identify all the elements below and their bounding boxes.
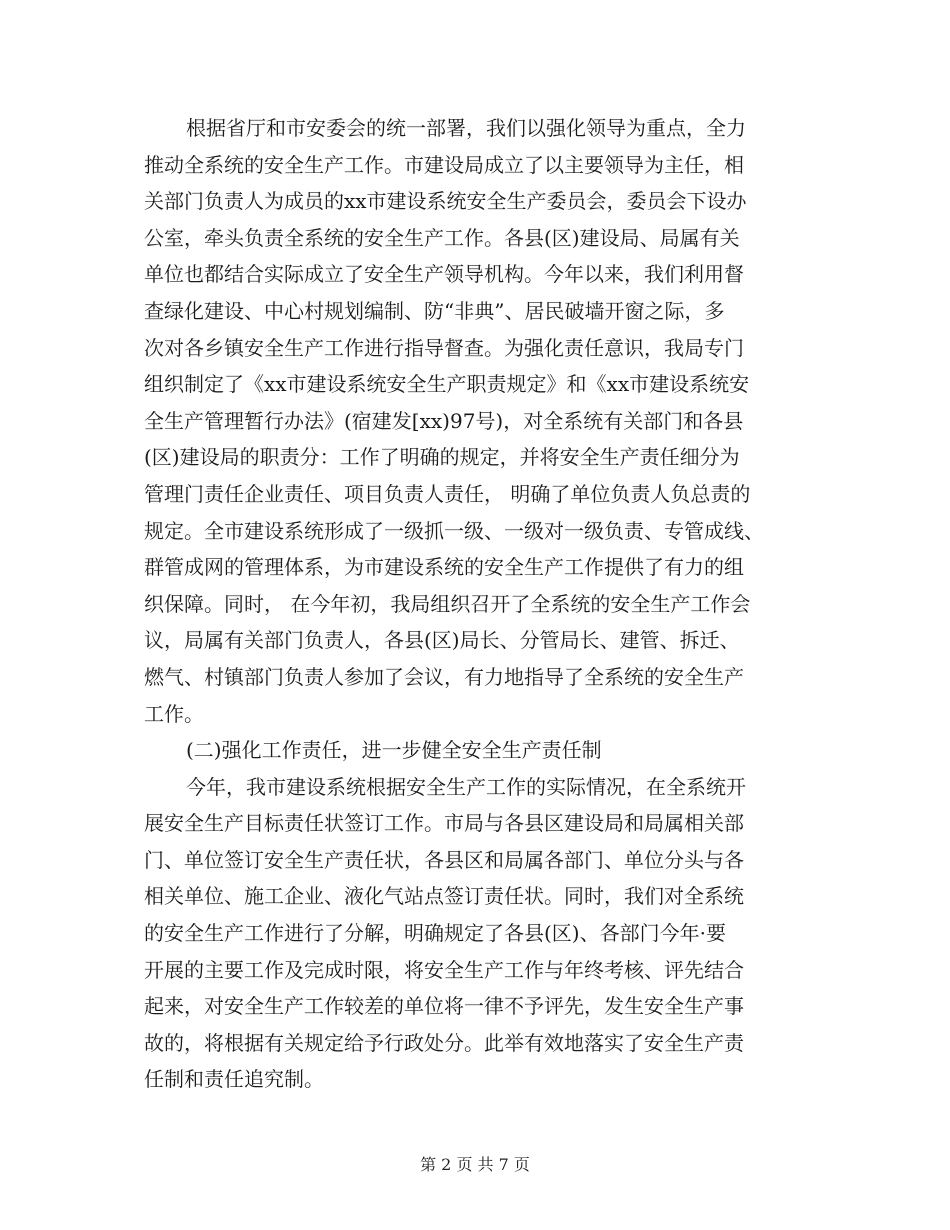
- text-line: 今年，我市建设系统根据安全生产工作的实际情况，在全系统开: [186, 774, 746, 799]
- text-line: 次对各乡镇安全生产工作进行指导督查。为强化责任意识，我局专门: [144, 335, 744, 360]
- text-line: 的安全生产工作进行了分解，明确规定了各县(区)、各部门今年·要: [144, 921, 726, 946]
- page-number: 第 2 页 共 7 页: [420, 1155, 530, 1174]
- text-line: 全生产管理暂行办法》(宿建发[xx)97号)，对全系统有关部门和各县: [144, 408, 744, 433]
- text-line: 查绿化建设、中心村规划编制、防“非典”、居民破墙开窗之际，多: [144, 298, 725, 323]
- text-line: 根据省厅和市安委会的统一部署，我们以强化领导为重点，全力: [186, 116, 746, 140]
- text-line: (区)建设局的职责分：工作了明确的规定，并将安全生产责任细分为: [144, 445, 740, 470]
- document-body: [144, 110, 806, 1098]
- text-line: 织保障。同时， 在今年初，我局组织召开了全系统的安全生产工作会: [144, 591, 751, 616]
- text-line: 任制和责任追究制。: [144, 1067, 324, 1092]
- text-line: 组织制定了《xx市建设系统安全生产职责规定》和《xx市建设系统安: [144, 372, 750, 397]
- paragraph: [144, 110, 806, 732]
- text-line: 开展的主要工作及完成时限，将安全生产工作与年终考核、评先结合: [144, 957, 744, 982]
- text-line: 群管成网的管理体系，为市建设系统的安全生产工作提供了有力的组: [144, 555, 744, 580]
- text-line: 起来，对安全生产工作较差的单位将一律不予评先，发生安全生产事: [144, 994, 744, 1019]
- text-line: 相关单位、施工企业、液化气站点签订责任状。同时，我们对全系统: [144, 884, 744, 909]
- heading-line: (二)强化工作责任，进一步健全安全生产责任制: [186, 738, 602, 763]
- text-line: 规定。全市建设系统形成了一级抓一级、一级对一级负责、专管成线、: [144, 518, 764, 543]
- text-line: 单位也都结合实际成立了安全生产领导机构。今年以来，我们利用督: [144, 262, 744, 287]
- text-line: 工作。: [144, 701, 204, 726]
- text-line: 门、单位签订安全生产责任状，各县区和局属各部门、单位分头与各: [144, 847, 744, 872]
- text-line: 展安全生产目标责任状签订工作。市局与各县区建设局和局属相关部: [144, 811, 744, 836]
- text-line: 管理门责任企业责任、项目负责人责任， 明确了单位负责人负总责的: [144, 481, 751, 506]
- text-line: 公室，牵头负责全系统的安全生产工作。各县(区)建设局、局属有关: [144, 225, 740, 250]
- text-line: 推动全系统的安全生产工作。市建设局成立了以主要领导为主任，相: [144, 152, 744, 177]
- paragraph: [144, 769, 806, 1098]
- text-line: 故的，将根据有关规定给予行政处分。此举有效地落实了安全生产责: [144, 1030, 744, 1055]
- section-heading: [144, 732, 806, 769]
- text-line: 关部门负责人为成员的xx市建设系统安全生产委员会，委员会下设办: [144, 189, 747, 214]
- text-line: 燃气、村镇部门负责人参加了会议，有力地指导了全系统的安全生产: [144, 664, 744, 689]
- text-line: 议，局属有关部门负责人，各县(区)局长、分管局长、建管、拆迁、: [144, 628, 740, 653]
